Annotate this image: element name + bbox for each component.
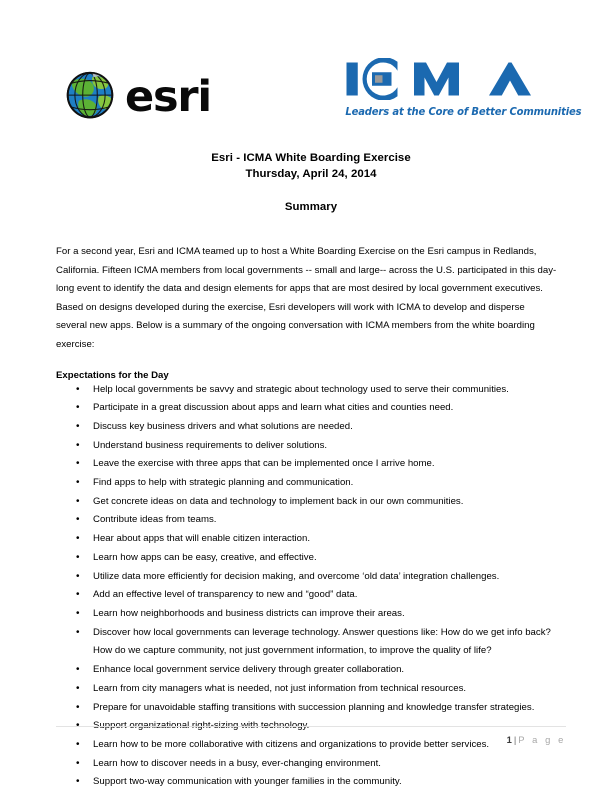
list-item xyxy=(56,493,558,512)
bullet-dot-icon: • xyxy=(76,495,80,507)
bullet-dot-icon: • xyxy=(76,570,80,582)
bullet-dot-icon: • xyxy=(76,776,80,788)
list-item-label: Support two-way communication with younger families in the community. xyxy=(93,776,402,788)
bullet-dot-icon: • xyxy=(76,626,80,638)
icma-wordmark-icon xyxy=(342,58,567,100)
bullet-dot-icon: • xyxy=(76,720,80,732)
list-item-label: Discover how local governments can leverage technology. Answer questions like: How do we get info back? How do we capture community, not just government information, to improve the quality of life? xyxy=(93,626,551,657)
icma-tagline: Leaders at the Core of Better Communities xyxy=(345,106,582,118)
list-item xyxy=(56,605,558,624)
list-item xyxy=(56,568,558,587)
footer-page-indicator xyxy=(56,734,566,745)
section-heading-expectations: Expectations for the Day xyxy=(56,369,169,381)
page-footer xyxy=(56,726,566,745)
bullet-dot-icon: • xyxy=(76,383,80,395)
page-subtitle: Summary xyxy=(284,201,338,213)
list-item-label: Utilize data more efficiently for decision making, and overcome ‘old data’ integration challenges. xyxy=(93,570,500,582)
logo-header xyxy=(56,58,582,140)
esri-wordmark: esri xyxy=(125,71,211,122)
title-line-1: Esri - ICMA White Boarding Exercise xyxy=(211,152,411,164)
list-item-label: Contribute ideas from teams. xyxy=(93,514,217,526)
bullet-dot-icon: • xyxy=(76,402,80,414)
list-item xyxy=(56,549,558,568)
list-item xyxy=(56,474,558,493)
list-item-label: Discuss key business drivers and what solutions are needed. xyxy=(93,420,353,432)
bullet-dot-icon: • xyxy=(76,757,80,769)
bullet-dot-icon: • xyxy=(76,533,80,545)
bullet-dot-icon: • xyxy=(76,682,80,694)
footer-page-number: 1 xyxy=(506,734,512,745)
icma-logo xyxy=(342,58,582,118)
title-line-2: Thursday, April 24, 2014 xyxy=(245,168,377,181)
bullet-dot-icon: • xyxy=(76,664,80,676)
intro-paragraph: For a second year, Esri and ICMA teamed up to host a White Boarding Exercise on the Esri campus in Redlands, California. Fifteen ICMA members from local governments -- small and large-- across the U.S. participated in this day-long event to identify the data and design elements for apps that are most desired by local government executives. Based on designs developed during the exercise, Esri developers will work with ICMA to develop and disperse several new apps. Below is a summary of the ongoing conversation with ICMA members from the white boarding exercise: xyxy=(56,246,557,350)
list-item-label: Understand business requirements to deliver solutions. xyxy=(93,439,328,451)
list-item xyxy=(56,680,558,699)
list-item xyxy=(56,773,558,792)
list-item xyxy=(56,530,558,549)
list-item-label: Find apps to help with strategic planning and communication. xyxy=(93,477,354,489)
list-item-label: Help local governments be savvy and strategic about technology used to serve their communities. xyxy=(93,383,509,395)
list-item-label: Learn how to be more collaborative with citizens and organizations to provide better services. xyxy=(93,738,490,750)
list-item xyxy=(56,437,558,456)
page-title xyxy=(56,150,566,183)
list-item-label: Enhance local government service delivery through greater collaboration. xyxy=(93,664,405,676)
list-item-label: Learn from city managers what is needed, not just information from technical resources. xyxy=(93,682,467,694)
bullet-dot-icon: • xyxy=(76,589,80,601)
footer-page-label: P a g e xyxy=(518,734,566,745)
esri-globe-icon xyxy=(62,66,118,122)
list-item xyxy=(56,755,558,774)
footer-separator: | xyxy=(513,734,517,745)
list-item xyxy=(56,586,558,605)
document-content xyxy=(56,243,558,792)
list-item-label: Hear about apps that will enable citizen interaction. xyxy=(93,533,311,545)
list-item-label: Leave the exercise with three apps that can be implemented once I arrive home. xyxy=(93,458,435,470)
bullet-dot-icon: • xyxy=(76,477,80,489)
bullet-dot-icon: • xyxy=(76,439,80,451)
list-item-label: Add an effective level of transparency to new and “good” data. xyxy=(93,589,358,601)
bullet-dot-icon: • xyxy=(76,551,80,563)
list-item xyxy=(56,511,558,530)
list-item xyxy=(56,399,558,418)
bullet-dot-icon: • xyxy=(76,608,80,619)
list-item-label: Prepare for unavoidable staffing transitions with succession planning and knowledge transfer strategies. xyxy=(93,701,535,713)
list-item xyxy=(56,661,558,680)
bullet-dot-icon: • xyxy=(76,738,80,750)
list-item-label: Learn how to discover needs in a busy, ever-changing environment. xyxy=(93,757,381,769)
list-item xyxy=(56,418,558,437)
bullet-dot-icon: • xyxy=(76,701,80,713)
list-item xyxy=(56,381,558,400)
bullet-dot-icon: • xyxy=(76,458,80,470)
bullet-dot-icon: • xyxy=(76,514,80,526)
esri-logo xyxy=(62,66,211,122)
list-item-label: Learn how neighborhoods and business districts can improve their areas. xyxy=(93,608,405,619)
list-item xyxy=(56,699,558,718)
list-item xyxy=(56,455,558,474)
bullet-dot-icon: • xyxy=(76,420,80,432)
footer-divider xyxy=(56,726,566,727)
list-item-label: Participate in a great discussion about apps and learn what cities and counties need. xyxy=(93,402,454,414)
list-item-label: Learn how apps can be easy, creative, and effective. xyxy=(93,551,317,563)
list-item-label: Support organizational right-sizing with technology. xyxy=(93,720,310,732)
list-item xyxy=(56,624,558,661)
list-item-label: Get concrete ideas on data and technology to implement back in our own communities. xyxy=(93,495,464,507)
